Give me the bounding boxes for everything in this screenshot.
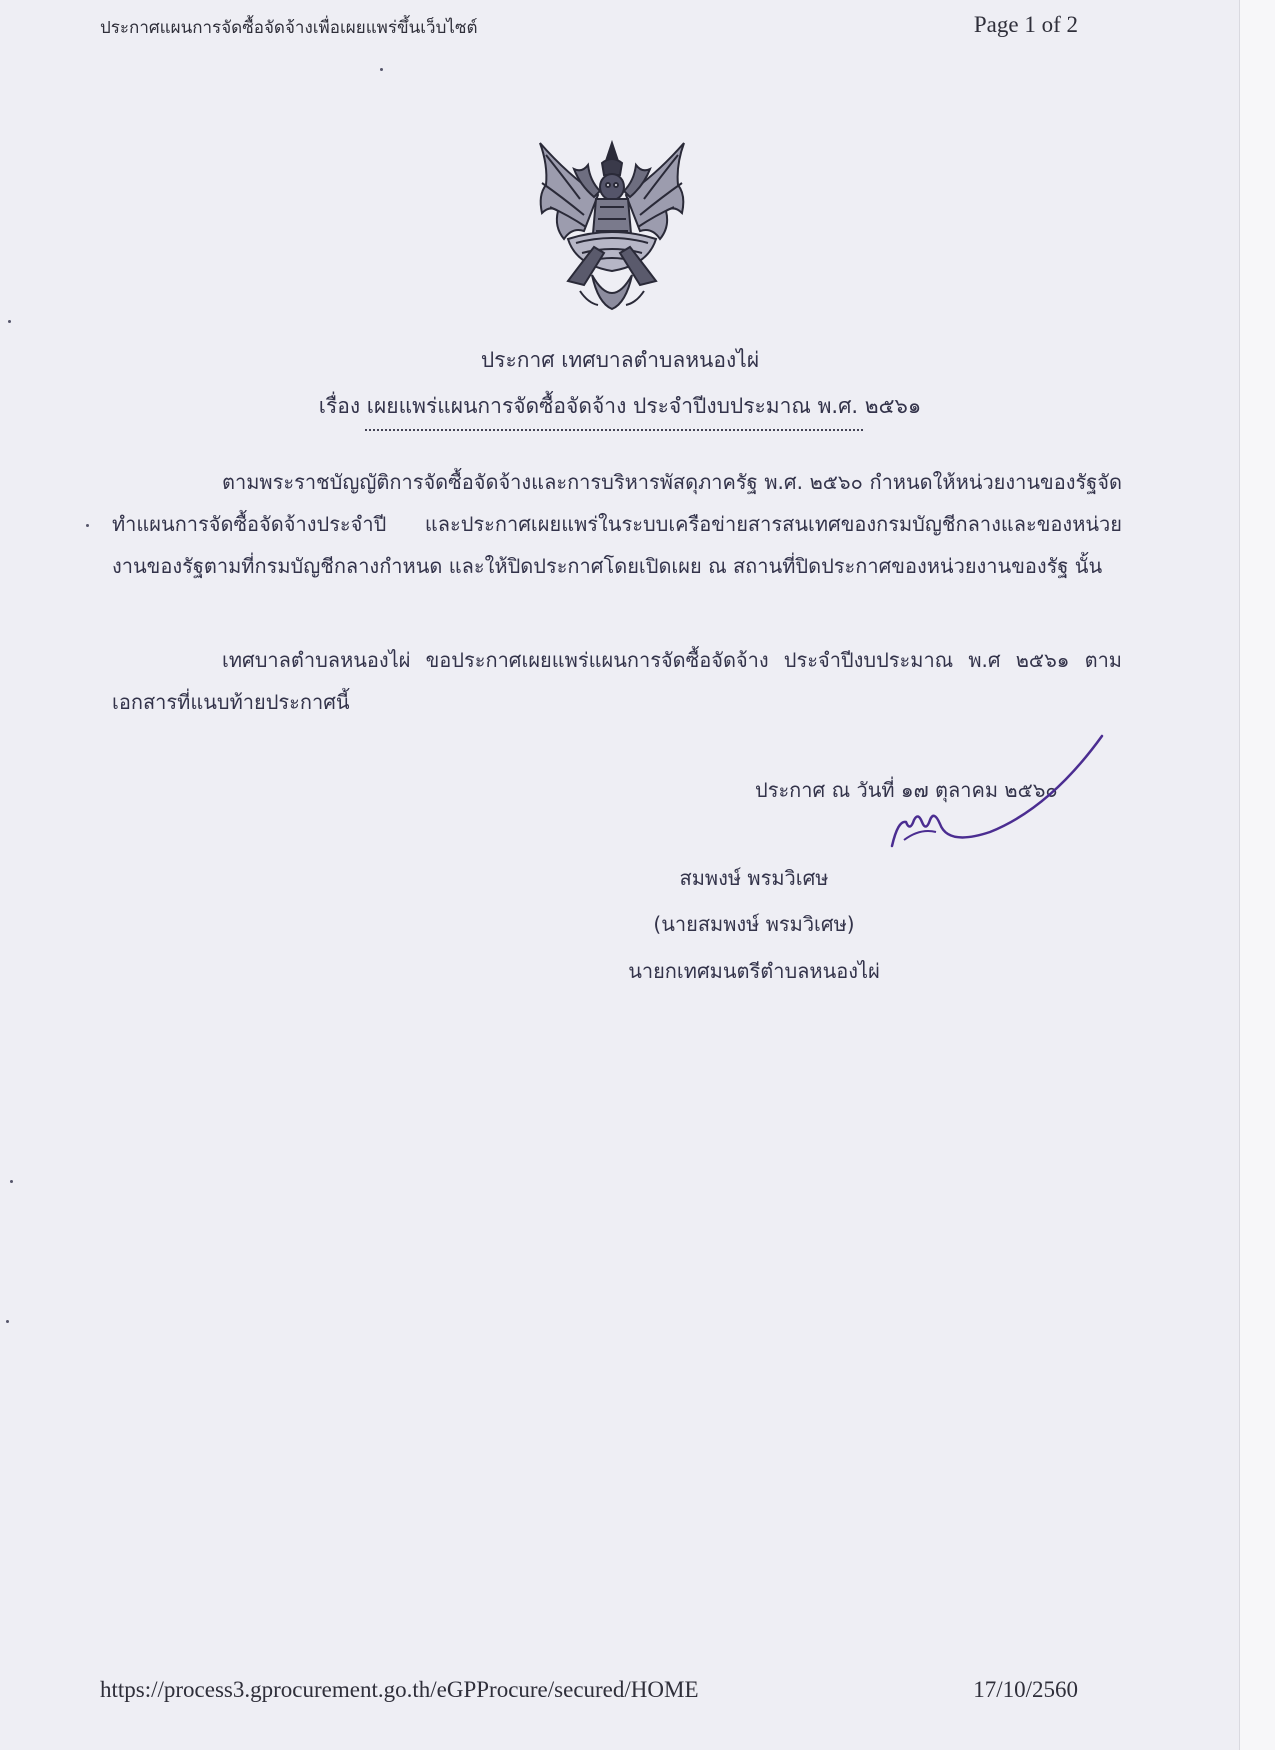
announcement-title: ประกาศ เทศบาลตำบลหนองไผ่ (480, 348, 760, 372)
signer-name: สมพงษ์ พรมวิเศษ (679, 866, 829, 890)
body-paragraph-2: เทศบาลตำบลหนองไผ่ ขอประกาศเผยแพร่แผนการจัดซื้อจัดจ้าง ประจำปีงบประมาณ พ.ศ ๒๕๖๑ ตามเอกสารที่แนบท้ายประกาศนี้ (112, 648, 1122, 714)
print-header-title: ประกาศแผนการจัดซื้อจัดจ้างเพื่อเผยแพร่ขึ้นเว็บไซต์ (100, 18, 478, 37)
page-edge (1239, 0, 1275, 1750)
announcement-subject: เรื่อง เผยแพร่แผนการจัดซื้อจัดจ้าง ประจำปีงบประมาณ พ.ศ. ๒๕๖๑ (318, 394, 922, 418)
body-paragraph-1: ตามพระราชบัญญัติการจัดซื้อจัดจ้างและการบริหารพัสดุภาครัฐ พ.ศ. ๒๕๖๐ กำหนดให้หน่วยงานของรัฐจัดทำแผนการจัดซื้อจัดจ้างประจำปี และประกาศเผยแพร่ในระบบเครือข่ายสารสนเทศของกรมบัญชีกลางและของหน่วยงานของรัฐตามที่กรมบัญชีกลางกำหนด และให้ปิดประกาศโดยเปิดเผย ณ สถานที่ปิดประกาศของหน่วยงานของรัฐ นั้น (112, 470, 1122, 578)
announcement-date: ประกาศ ณ วันที่ ๑๗ ตุลาคม ๒๕๖๐ (755, 778, 1058, 802)
print-footer-url: https://process3.gprocurement.go.th/eGPProcure/secured/HOME (100, 1677, 699, 1702)
print-footer-date: 17/10/2560 (973, 1677, 1078, 1702)
signer-full-name: (นายสมพงษ์ พรมวิเศษ) (653, 912, 855, 936)
signer-position: นายกเทศมนตรีตำบลหนองไผ่ (628, 959, 880, 983)
page-number: Page 1 of 2 (973, 12, 1078, 37)
scan-speck (8, 320, 11, 323)
scan-speck (380, 68, 383, 71)
subject-divider (365, 429, 863, 431)
scan-speck (10, 1180, 13, 1183)
scan-speck (6, 1320, 9, 1323)
handwritten-signature (880, 728, 1110, 848)
garuda-emblem-icon (528, 135, 696, 315)
scan-speck (86, 524, 89, 527)
